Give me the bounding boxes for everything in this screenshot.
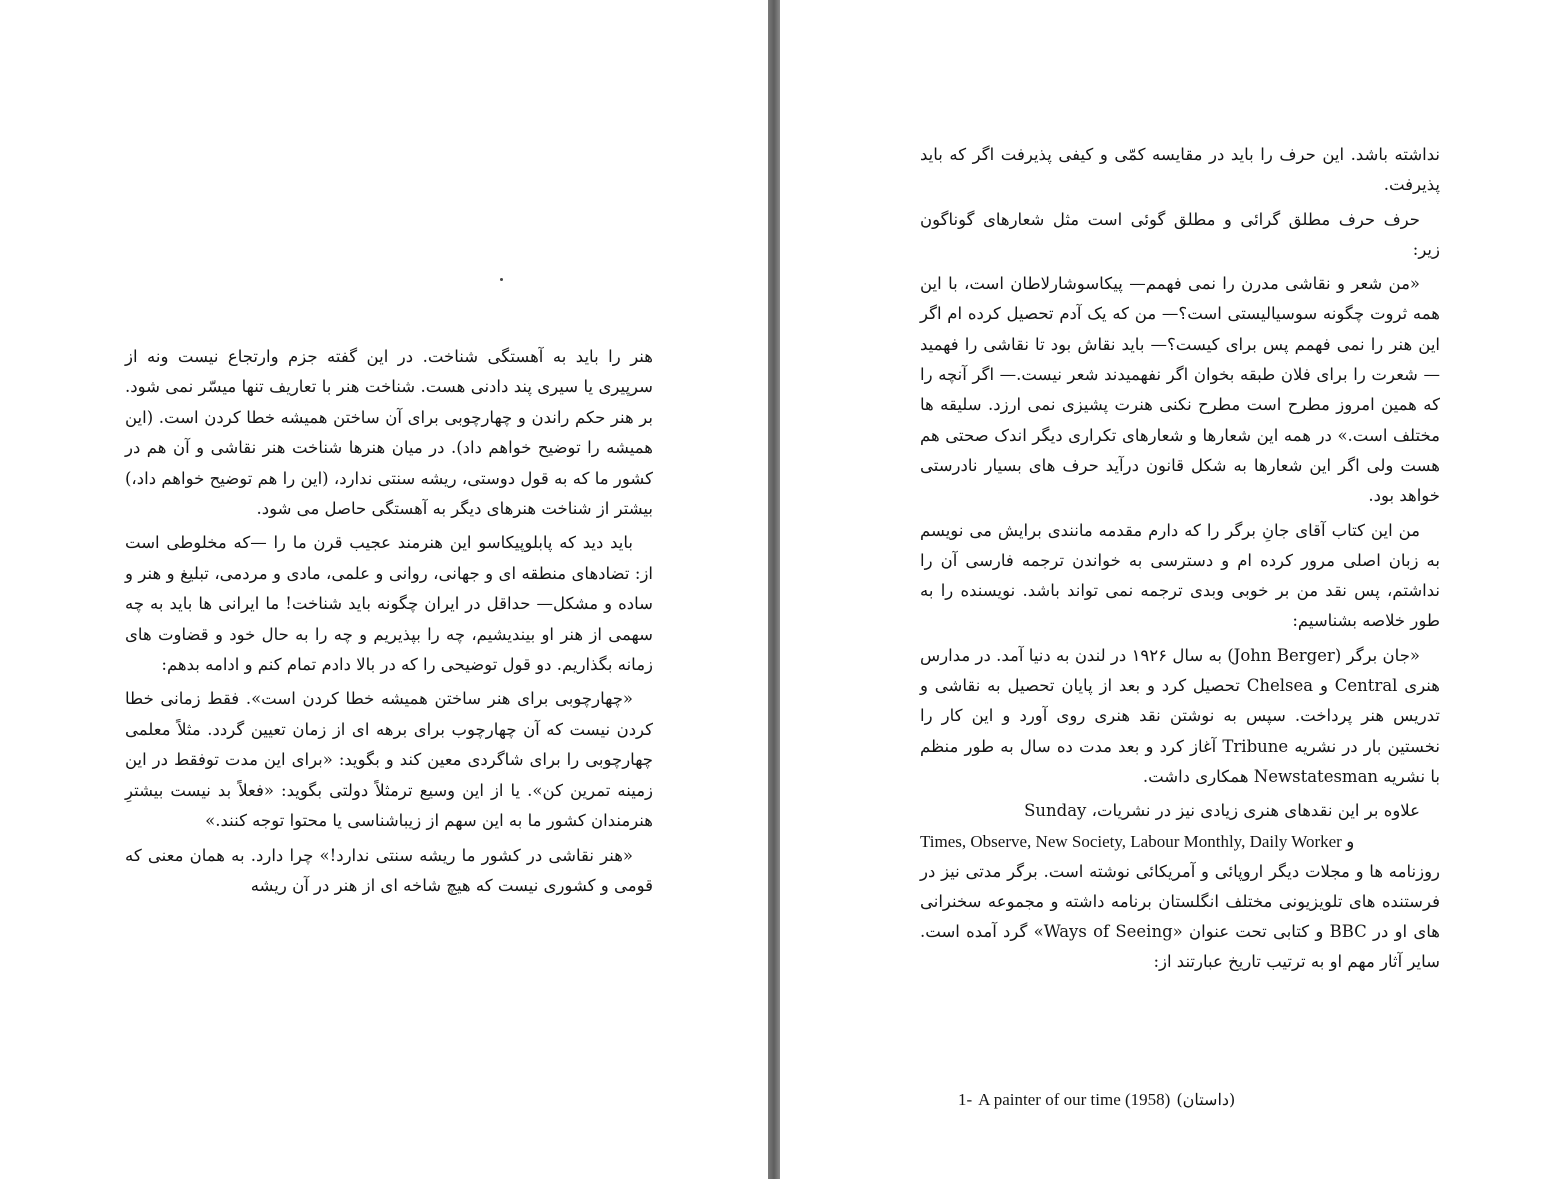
left-paragraph-4: «هنر نقاشی در کشور ما ریشه سنتی ندارد!» چرا دارد. به همان معنی که قومی و کشوری نیست که هیچ شاخه ای از هنر در آن ریشه	[125, 845, 653, 895]
right-page-text	[920, 140, 1440, 982]
right-page	[780, 0, 1548, 1179]
reference-number: 1-	[958, 1090, 973, 1109]
english-publications-line: Times, Observe, New Society, Labour Monthly, Daily Worker و	[920, 831, 1355, 851]
print-speck	[500, 278, 503, 281]
right-paragraph-6: علاوه بر این نقدهای هنری زیادی نیز در نشریات، Sunday	[1024, 801, 1420, 821]
left-page-text	[125, 342, 653, 905]
right-paragraph-1: نداشته باشد. این حرف را باید در مقایسه کمّی و کیفی پذیرفت اگر که باید پذیرفت.	[920, 145, 1440, 195]
left-paragraph-3: «چهارچوبی برای هنر ساختن همیشه خطا کردن است». فقط زمانی خطا کردن نیست که آن چهارچوب برای برهه ای از زمان تعیین گردد. مثلاً معلمی چهارچوبی را برای شاگردی معین کند و بگوید: «برای این مدت توفقط در این زمینه تمرین کن». یا از این وسیع ترمثلاً دولتی بگوید: «فعلاً بد نیست بیشترِ هنرمندان کشور ما به این سهم از زیباشناسی یا محتوا توجه کنند.»	[125, 689, 653, 831]
right-paragraph-5: «جان برگر (John Berger) به سال ۱۹۲۶ در لندن به دنیا آمد. در مدارس هنری Central و Chelsea تحصیل کرد و بعد از پایان تحصیل به نقاشی و تدریس هنر پرداخت. سپس به نوشتن نقد هنری روی آورد و این کار را نخستین بار در نشریه Tribune آغاز کرد و بعد مدت ده سال به طور منظم با نشریه Newstatesman همکاری داشت.	[920, 645, 1440, 786]
left-page	[0, 0, 768, 1179]
left-paragraph-2: باید دید که پابلوپیکاسو این هنرمند عجیب قرن ما را —که مخلوطی است از: تضادهای منطقه ای و جهانی، روانی و علمی، مادی و مردمی، تبلیغ و هنر و ساده و مشکل— حداقل در ایران چگونه باید شناخت! ما ایرانی ها باید به چه سهمی از هنر او بیندیشیم، چه را بپذیریم و چه را به حال خود و قضاوت های زمانه بگذاریم. دو قول توضیحی را که در بالا دادم تمام کنم و ادامه بدهم:	[125, 533, 653, 675]
right-paragraph-7: روزنامه ها و مجلات دیگر اروپائی و آمریکائی نوشته است. برگر مدتی نیز در فرستنده های تلویزیونی مختلف انگلستان برنامه داشته و مجموعه سخنرانی های او در BBC و کتابی تحت عنوان «Ways of Seeing» گرد آمده است. سایر آثار مهم او به ترتیب تاریخ عبارتند از:	[920, 861, 1440, 972]
right-paragraph-2: حرف حرف مطلق گرائی و مطلق گوئی است مثل شعارهای گوناگون زیر:	[920, 209, 1440, 259]
reference-genre: (داستان)	[1176, 1090, 1236, 1109]
right-paragraph-4: من این کتاب آقای جانِ برگر را که دارم مقدمه مانندی برایش می نویسم به زبان اصلی مرور کرده ام و دسترسی به خواندن ترجمه فارسی آن را نداشتم، پس نقد من بر خوبی وبدی ترجمه نمی تواند باشد. نویسنده را به طور خلاصه بشناسیم:	[920, 520, 1440, 631]
left-paragraph-1: هنر را باید به آهستگی شناخت. در این گفته جزم وارتجاع نیست ونه از سرپیری یا سیری پند دادنی هست. شناخت هنر با تعاریف تنها میسّر نمی شود. بر هنر حکم راندن و چهارچوبی برای آن ساختن همیشه خطا کردن است. (این همیشه را توضیح خواهم داد). در میان هنرها شناخت هنر نقاشی و آن هم در کشور ما که به قول دوستی، ریشه سنتی ندارد، (این را هم توضیح خواهم داد،) بیشتر از شناخت هنرهای دیگر به آهستگی حاصل می شود.	[125, 347, 653, 519]
right-paragraph-3: «من شعر و نقاشی مدرن را نمی فهمم— پیکاسوشارلاطان است، با این همه ثروت چگونه سوسیالیستی است؟— من که یک آدم تحصیل کرده ام اگر این هنر را نمی فهمم پس برای کیست؟— باید نقاش بود تا نقاشی را فهمید— شعرت را برای فلان طبقه بخوان اگر نفهمیدند شعر نیست.— اگر آنچه را که همین امروز مطرح است مطرح نکنی هنرت پشیزی نمی ارزد. سلیقه ها مختلف است.» در همه این شعارها و شعارهای تکراری دیگر اندک صحتی هم هست ولی اگر این شعارها به شکل قانون درآید حرف های بسیار نادرستی خواهد بود.	[920, 274, 1440, 506]
reference-item	[958, 1086, 1308, 1114]
book-gutter	[768, 0, 780, 1179]
reference-title: A painter of our time (1958)	[978, 1090, 1171, 1109]
